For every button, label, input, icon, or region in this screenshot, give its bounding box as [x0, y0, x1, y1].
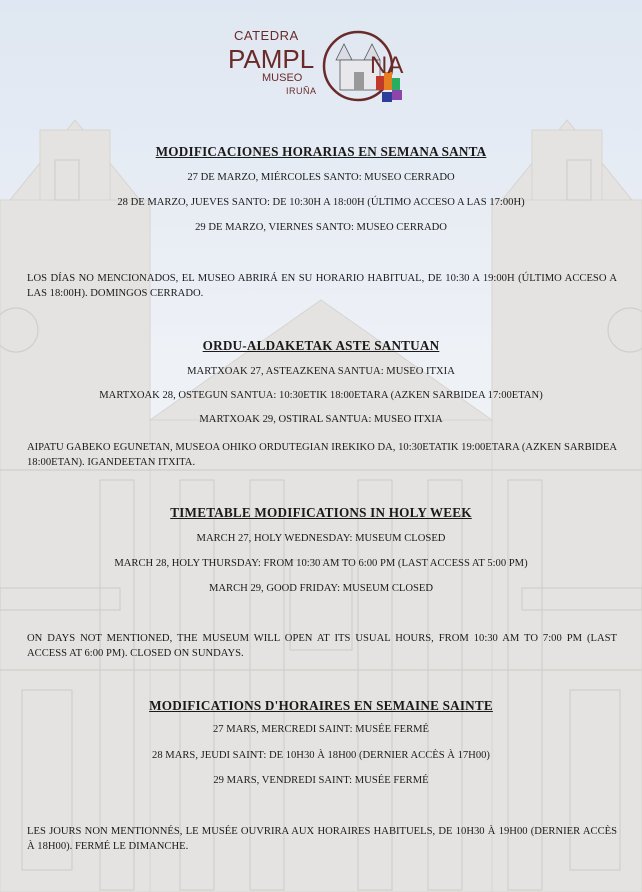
- section-heading-english: TIMETABLE MODIFICATIONS IN HOLY WEEK: [170, 505, 472, 520]
- schedule-line: 27 MARS, MERCREDI SAINT: MUSÉE FERMÉ: [212, 724, 430, 735]
- section-heading-french: MODIFICATIONS D'HORAIRES EN SEMAINE SAINTE: [149, 698, 493, 713]
- schedule-line: 29 MARS, VENDREDI SAINT: MUSÉE FERMÉ: [213, 775, 429, 786]
- schedule-line: 27 DE MARZO, MIÉRCOLES SANTO: MUSEO CERRADO: [187, 172, 455, 183]
- schedule-line: MARTXOAK 28, OSTEGUN SANTUA: 10:30ETIK 18:00ETARA (AZKEN SARBIDEA 17:00ETAN): [99, 390, 543, 401]
- usual-hours-note: AIPATU GABEKO EGUNETAN, MUSEOA OHIKO ORDUTEGIAN IREKIKO DA, 10:30ETATIK 19:00ETARA (AZKEN SARBIDEA 18:00ETAN). IGANDEETAN ITXITA.: [27, 442, 617, 468]
- schedule-line: MARCH 28, HOLY THURSDAY: FROM 10:30 AM TO 6:00 PM (LAST ACCESS AT 5:00 PM): [114, 558, 528, 569]
- logo-na-text: NA: [370, 52, 404, 79]
- logo-iruna-text: IRUÑA: [286, 86, 317, 96]
- section-heading-basque: ORDU-ALDAKETAK ASTE SANTUAN: [202, 338, 440, 353]
- schedule-line: 28 DE MARZO, JUEVES SANTO: DE 10:30H A 18:00H (ÚLTIMO ACCESO A LAS 17:00H): [117, 197, 525, 208]
- schedule-line: MARCH 27, HOLY WEDNESDAY: MUSEUM CLOSED: [196, 533, 446, 544]
- logo-pampl-text: PAMPL: [228, 44, 315, 74]
- logo-catedra-text: CATEDRA: [234, 28, 299, 43]
- usual-hours-note: LOS DÍAS NO MENCIONADOS, EL MUSEO ABRIRÁ EN SU HORARIO HABITUAL, DE 10:30 A 19:00H (ÚLTIMO ACCESO A LAS 18:00H). DOMINGOS CERRADO.: [27, 273, 617, 299]
- schedule-line: MARCH 29, GOOD FRIDAY: MUSEUM CLOSED: [208, 583, 434, 594]
- logo-museo-text: MUSEO: [262, 72, 303, 84]
- schedule-line: 29 DE MARZO, VIERNES SANTO: MUSEO CERRADO: [195, 222, 447, 233]
- schedule-line: MARTXOAK 29, OSTIRAL SANTUA: MUSEO ITXIA: [199, 414, 443, 425]
- usual-hours-note: LES JOURS NON MENTIONNÉS, LE MUSÉE OUVRIRA AUX HORAIRES HABITUELS, DE 10H30 À 19H00 (DERNIER ACCÈS À 18H00). FERMÉ LE DIMANCHE.: [27, 826, 617, 852]
- catedra-pamplona-logo: [222, 14, 422, 114]
- schedule-line: 28 MARS, JEUDI SAINT: DE 10H30 À 18H00 (DERNIER ACCÈS À 17H00): [152, 750, 490, 761]
- usual-hours-note: ON DAYS NOT MENTIONED, THE MUSEUM WILL OPEN AT ITS USUAL HOURS, FROM 10:30 AM TO 7:00 PM (LAST ACCESS AT 6:00 PM). CLOSED ON SUNDAYS.: [27, 633, 617, 659]
- schedule-line: MARTXOAK 27, ASTEAZKENA SANTUA: MUSEO ITXIA: [187, 366, 455, 377]
- section-heading-spanish: MODIFICACIONES HORARIAS EN SEMANA SANTA: [155, 144, 487, 159]
